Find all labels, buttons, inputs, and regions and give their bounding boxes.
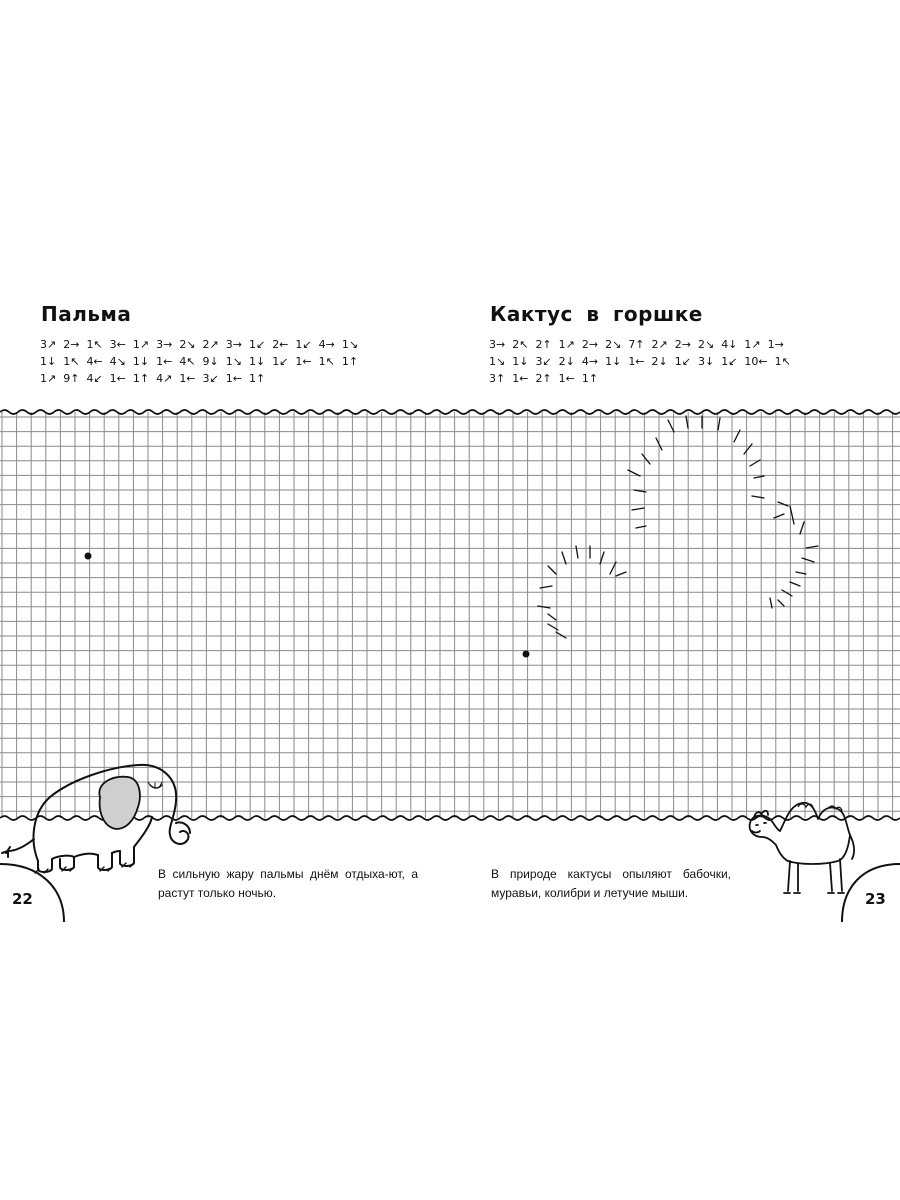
instruction-step: 1↓ [512, 355, 529, 368]
instruction-step: 2→ [63, 338, 80, 351]
instruction-step: 1← [179, 372, 196, 385]
instruction-step: 9↑ [63, 372, 80, 385]
instruction-step: 1↗ [558, 338, 575, 351]
instruction-step: 3↙ [535, 355, 552, 368]
right-page-title: Кактус в горшке [490, 302, 703, 326]
instruction-step: 1← [225, 372, 242, 385]
instruction-step: 1← [512, 372, 529, 385]
dash-mark [790, 582, 800, 586]
instruction-step: 4↓ [721, 338, 738, 351]
instruction-step: 10← [744, 355, 768, 368]
instruction-line [40, 370, 440, 387]
instruction-step: 1↗ [132, 338, 150, 351]
instruction-step: 1↑ [581, 372, 599, 385]
left-page-title: Пальма [41, 302, 132, 326]
instruction-step: 2↓ [651, 355, 668, 368]
instruction-step: 3← [109, 338, 126, 351]
instruction-step: 4→ [581, 355, 599, 368]
dash-mark [562, 552, 566, 564]
dash-mark [548, 614, 556, 620]
instruction-step: 1↓ [132, 355, 150, 368]
instruction-step: 3↙ [202, 372, 219, 385]
dash-mark [632, 508, 644, 510]
instruction-step: 1↙ [721, 355, 738, 368]
instruction-step: 4↖ [179, 355, 196, 368]
dash-mark [778, 600, 784, 606]
left-start-dot [85, 553, 92, 560]
instruction-step: 1↖ [774, 355, 791, 368]
instruction-step: 1← [156, 355, 173, 368]
instruction-step: 1↓ [40, 355, 57, 368]
instruction-step: 1↘ [489, 355, 506, 368]
instruction-step: 1↙ [295, 338, 312, 351]
instruction-step: 1↖ [318, 355, 335, 368]
instruction-line [489, 370, 889, 387]
instruction-step: 1← [628, 355, 645, 368]
instruction-step: 1↖ [63, 355, 80, 368]
instruction-step: 3→ [225, 338, 242, 351]
instruction-step: 3↓ [697, 355, 715, 368]
dash-mark [616, 572, 626, 576]
right-instructions [489, 336, 889, 387]
instruction-step: 2↑ [535, 338, 552, 351]
instruction-step: 1↖ [86, 338, 103, 351]
instruction-step: 2↘ [697, 338, 715, 351]
dash-mark [778, 502, 788, 506]
instruction-step: 2↘ [605, 338, 622, 351]
instruction-step: 2← [272, 338, 289, 351]
instruction-step: 1← [109, 372, 126, 385]
right-page-number: 23 [865, 890, 886, 908]
instruction-step: 1← [295, 355, 312, 368]
instruction-step: 2↑ [535, 372, 552, 385]
elephant-ear [99, 777, 140, 829]
dash-mark [576, 546, 578, 558]
instruction-step: 1↑ [132, 372, 150, 385]
instruction-step: 4↙ [86, 372, 103, 385]
instruction-step: 1↗ [40, 372, 57, 385]
instruction-line [489, 336, 889, 353]
left-instructions [40, 336, 440, 387]
dash-mark [642, 454, 650, 464]
instruction-step: 1↙ [248, 338, 266, 351]
instruction-step: 3→ [489, 338, 506, 351]
instruction-step: 1↑ [248, 372, 266, 385]
instruction-step: 1← [558, 372, 575, 385]
dash-mark [754, 476, 764, 478]
instruction-step: 3↑ [489, 372, 506, 385]
instruction-step: 1↑ [341, 355, 359, 368]
instruction-step: 1↙ [272, 355, 289, 368]
instruction-step: 2↘ [179, 338, 196, 351]
dash-mark [744, 444, 752, 454]
dash-mark [800, 522, 804, 534]
instruction-step: 2→ [581, 338, 599, 351]
instruction-line [489, 353, 889, 370]
instruction-step: 4↘ [109, 355, 126, 368]
left-page-number: 22 [12, 890, 33, 908]
instruction-step: 2↓ [558, 355, 575, 368]
left-page-corner [0, 858, 70, 922]
instruction-step: 3→ [156, 338, 173, 351]
instruction-step: 4↗ [156, 372, 173, 385]
instruction-step: 4→ [318, 338, 335, 351]
instruction-step: 2↗ [202, 338, 219, 351]
instruction-step: 2↗ [651, 338, 668, 351]
dash-mark [556, 632, 566, 638]
instruction-step: 1↗ [744, 338, 761, 351]
instruction-step: 2↖ [512, 338, 529, 351]
dash-mark [548, 566, 556, 574]
instruction-step: 7↑ [628, 338, 645, 351]
instruction-step: 1→ [767, 338, 784, 351]
instruction-line [40, 336, 440, 353]
instruction-step: 1↓ [605, 355, 622, 368]
right-start-dot [523, 651, 530, 658]
instruction-step: 9↓ [202, 355, 219, 368]
right-fact-caption: В природе кактусы опыляют бабочки, муравьи, колибри и летучие мыши. [491, 867, 731, 900]
dash-mark [802, 558, 814, 562]
instruction-step: 1↘ [341, 338, 359, 351]
instruction-step: 1↙ [674, 355, 691, 368]
dash-mark [806, 546, 818, 548]
instruction-step: 1↘ [225, 355, 242, 368]
instruction-step: 2→ [674, 338, 691, 351]
instruction-step: 1↓ [248, 355, 266, 368]
top-wavy-border [0, 410, 900, 414]
left-fact-caption: В сильную жару пальмы днём отдыха-ют, а растут только ночью. [158, 867, 418, 900]
instruction-line [40, 353, 440, 370]
instruction-step: 4← [86, 355, 103, 368]
dash-mark [752, 496, 764, 498]
instruction-step: 3↗ [40, 338, 57, 351]
dash-mark [718, 418, 720, 430]
